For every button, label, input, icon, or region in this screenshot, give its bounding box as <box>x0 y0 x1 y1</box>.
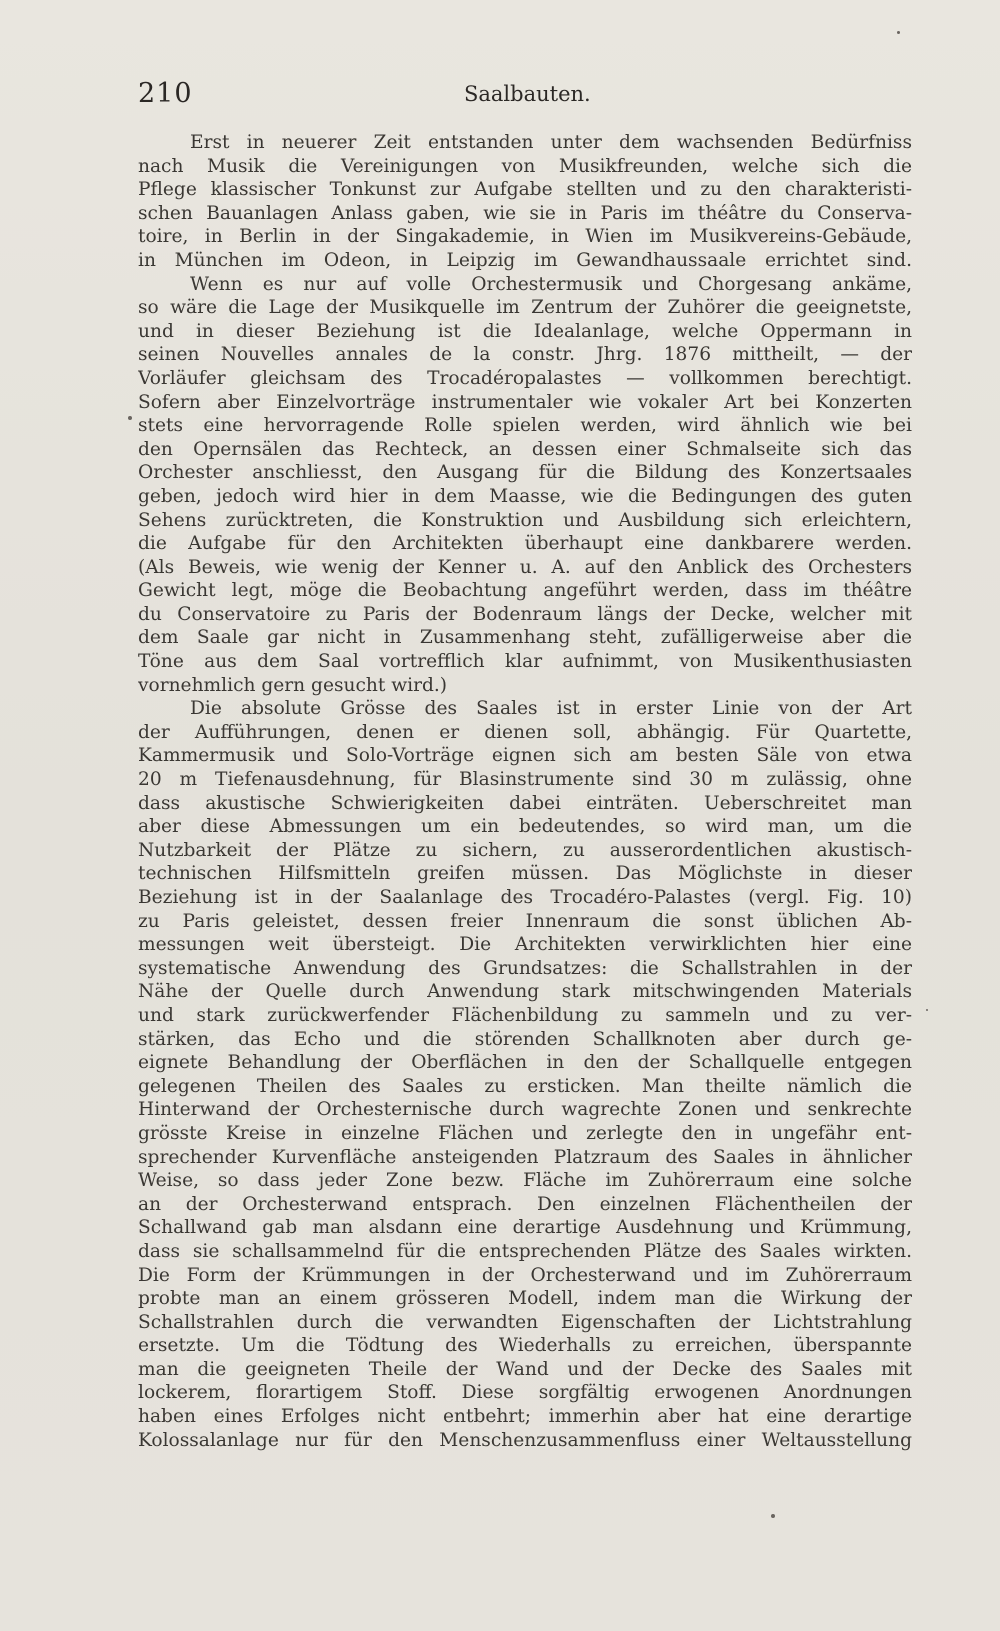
text-line: 20 m Tiefenausdehnung, für Blasinstrumente sind 30 m zulässig, ohne <box>138 769 912 791</box>
text-line: seinen Nouvelles annales de la constr. Jhrg. 1876 mittheilt, — der <box>138 344 912 366</box>
body-text <box>138 131 912 1452</box>
text-line: Kammermusik und Solo-Vorträge eignen sich am besten Säle von etwa <box>138 745 912 767</box>
text-line: den Opernsälen das Rechteck, an dessen einer Schmalseite sich das <box>138 438 912 460</box>
text-line: Vorläufer gleichsam des Trocadéropalastes — vollkommen berechtigt. <box>138 367 912 389</box>
text-line: der Aufführungen, denen er dienen soll, abhängig. Für Quartette, <box>138 721 912 743</box>
text-line: Beziehung ist in der Saalanlage des Trocadéro-Palastes (vergl. Fig. 10) <box>138 887 912 908</box>
text-line: Sehens zurücktreten, die Konstruktion und Ausbildung sich erleichtern, <box>138 509 912 531</box>
text-line: Kolossalanlage nur für den Menschenzusammenfluss einer Weltausstellung <box>138 1429 912 1451</box>
text-line: dass akustische Schwierigkeiten dabei einträten. Ueberschreitet man <box>138 792 912 814</box>
text-line: probte man an einem grösseren Modell, indem man die Wirkung der <box>138 1288 912 1310</box>
text-line: Orchester anschliesst, den Ausgang für die Bildung des Konzertsaales <box>138 462 912 484</box>
print-speck <box>771 1514 775 1518</box>
text-line: du Conservatoire zu Paris der Bodenraum längs der Decke, welcher mit <box>138 603 912 625</box>
print-speck <box>926 1009 928 1011</box>
text-line: Sofern aber Einzelvorträge instrumentaler wie vokaler Art bei Konzerten <box>138 391 912 413</box>
text-line: vornehmlich gern gesucht wird.) <box>138 674 448 696</box>
text-line: Die Form der Krümmungen in der Orchesterwand und im Zuhörerraum <box>138 1264 912 1286</box>
text-line: zu Paris geleistet, dessen freier Innenraum die sonst üblichen Ab- <box>138 910 912 932</box>
text-line: haben eines Erfolges nicht entbehrt; immerhin aber hat eine derartige <box>138 1406 912 1428</box>
text-line: und in dieser Beziehung ist die Idealanlage, welche Oppermann in <box>138 320 912 342</box>
text-line: systematische Anwendung des Grundsatzes: die Schallstrahlen in der <box>138 957 912 979</box>
text-line: eignete Behandlung der Oberflächen in den der Schallquelle entgegen <box>138 1052 912 1074</box>
text-line: geben, jedoch wird hier in dem Maasse, wie die Bedingungen des guten <box>138 485 912 507</box>
text-line: in München im Odeon, in Leipzig im Gewandhaussaale errichtet sind. <box>138 249 912 271</box>
text-line: Töne aus dem Saal vortrefflich klar aufnimmt, von Musikenthusiasten <box>138 651 912 673</box>
print-speck <box>128 416 132 420</box>
text-line: Nutzbarkeit der Plätze zu sichern, zu ausserordentlichen akustisch- <box>138 839 912 861</box>
text-line: Wenn es nur auf volle Orchestermusik und Chorgesang ankäme, <box>190 273 912 295</box>
text-line: Weise, so dass jeder Zone bezw. Fläche im Zuhörerraum eine solche <box>138 1170 912 1192</box>
print-speck <box>897 31 900 34</box>
text-line: Schallstrahlen durch die verwandten Eigenschaften der Lichtstrahlung <box>138 1311 912 1333</box>
text-line: gelegenen Theilen des Saales zu ersticken. Man theilte nämlich die <box>138 1075 912 1097</box>
text-line: Die absolute Grösse des Saales ist in erster Linie von der Art <box>190 698 912 720</box>
text-line: messungen weit übersteigt. Die Architekten verwirklichten hier eine <box>138 934 912 956</box>
text-line: stets eine hervorragende Rolle spielen werden, wird ähnlich wie bei <box>138 415 912 437</box>
text-line: nach Musik die Vereinigungen von Musikfreunden, welche sich die <box>138 155 912 177</box>
text-line: lockerem, florartigem Stoff. Diese sorgfältig erwogenen Anordnungen <box>138 1382 912 1404</box>
page-header <box>138 78 910 114</box>
text-line: man die geeigneten Theile der Wand und der Decke des Saales mit <box>138 1358 912 1380</box>
page-number: 210 <box>138 78 193 109</box>
text-line: schen Bauanlagen Anlass gaben, wie sie in Paris im théâtre du Conserva- <box>138 202 912 224</box>
text-line: Pflege klassischer Tonkunst zur Aufgabe stellten und zu den charakteristi- <box>138 179 912 201</box>
text-line: Gewicht legt, möge die Beobachtung angeführt werden, dass im théâtre <box>138 580 912 602</box>
text-line: toire, in Berlin in der Singakademie, in Wien im Musikvereins-Gebäude, <box>138 226 912 248</box>
text-line: so wäre die Lage der Musikquelle im Zentrum der Zuhörer die geeignetste, <box>138 297 912 319</box>
text-line: stärken, das Echo und die störenden Schallknoten aber durch ge- <box>138 1028 912 1050</box>
text-line: Erst in neuerer Zeit entstanden unter dem wachsenden Bedürfniss <box>190 132 912 153</box>
text-line: sprechender Kurvenfläche ansteigenden Platzraum des Saales in ähnlicher <box>138 1146 912 1168</box>
text-line: und stark zurückwerfender Flächenbildung zu sammeln und zu ver- <box>138 1004 912 1026</box>
text-line: ersetzte. Um die Tödtung des Wiederhalls zu erreichen, überspannte <box>138 1335 912 1357</box>
text-line: (Als Beweis, wie wenig der Kenner u. A. auf den Anblick des Orchesters <box>138 556 912 578</box>
text-line: grösste Kreise in einzelne Flächen und zerlegte den in ungefähr ent- <box>138 1122 912 1144</box>
text-line: dass sie schallsammelnd für die entsprechenden Plätze des Saales wirkten. <box>138 1240 912 1262</box>
text-line: aber diese Abmessungen um ein bedeutendes, so wird man, um die <box>138 816 912 838</box>
text-line: Nähe der Quelle durch Anwendung stark mitschwingenden Materials <box>138 981 912 1003</box>
running-head: Saalbauten. <box>464 82 591 106</box>
text-line: dem Saale gar nicht in Zusammenhang steht, zufälligerweise aber die <box>138 627 912 649</box>
text-line: Hinterwand der Orchesternische durch wagrechte Zonen und senkrechte <box>138 1099 912 1121</box>
text-line: Schallwand gab man alsdann eine derartige Ausdehnung und Krümmung, <box>138 1217 912 1239</box>
text-line: technischen Hilfsmitteln greifen müssen. Das Möglichste in dieser <box>138 863 912 885</box>
text-line: die Aufgabe für den Architekten überhaupt eine dankbarere werden. <box>138 533 912 555</box>
text-line: an der Orchesterwand entsprach. Den einzelnen Flächentheilen der <box>138 1193 912 1215</box>
